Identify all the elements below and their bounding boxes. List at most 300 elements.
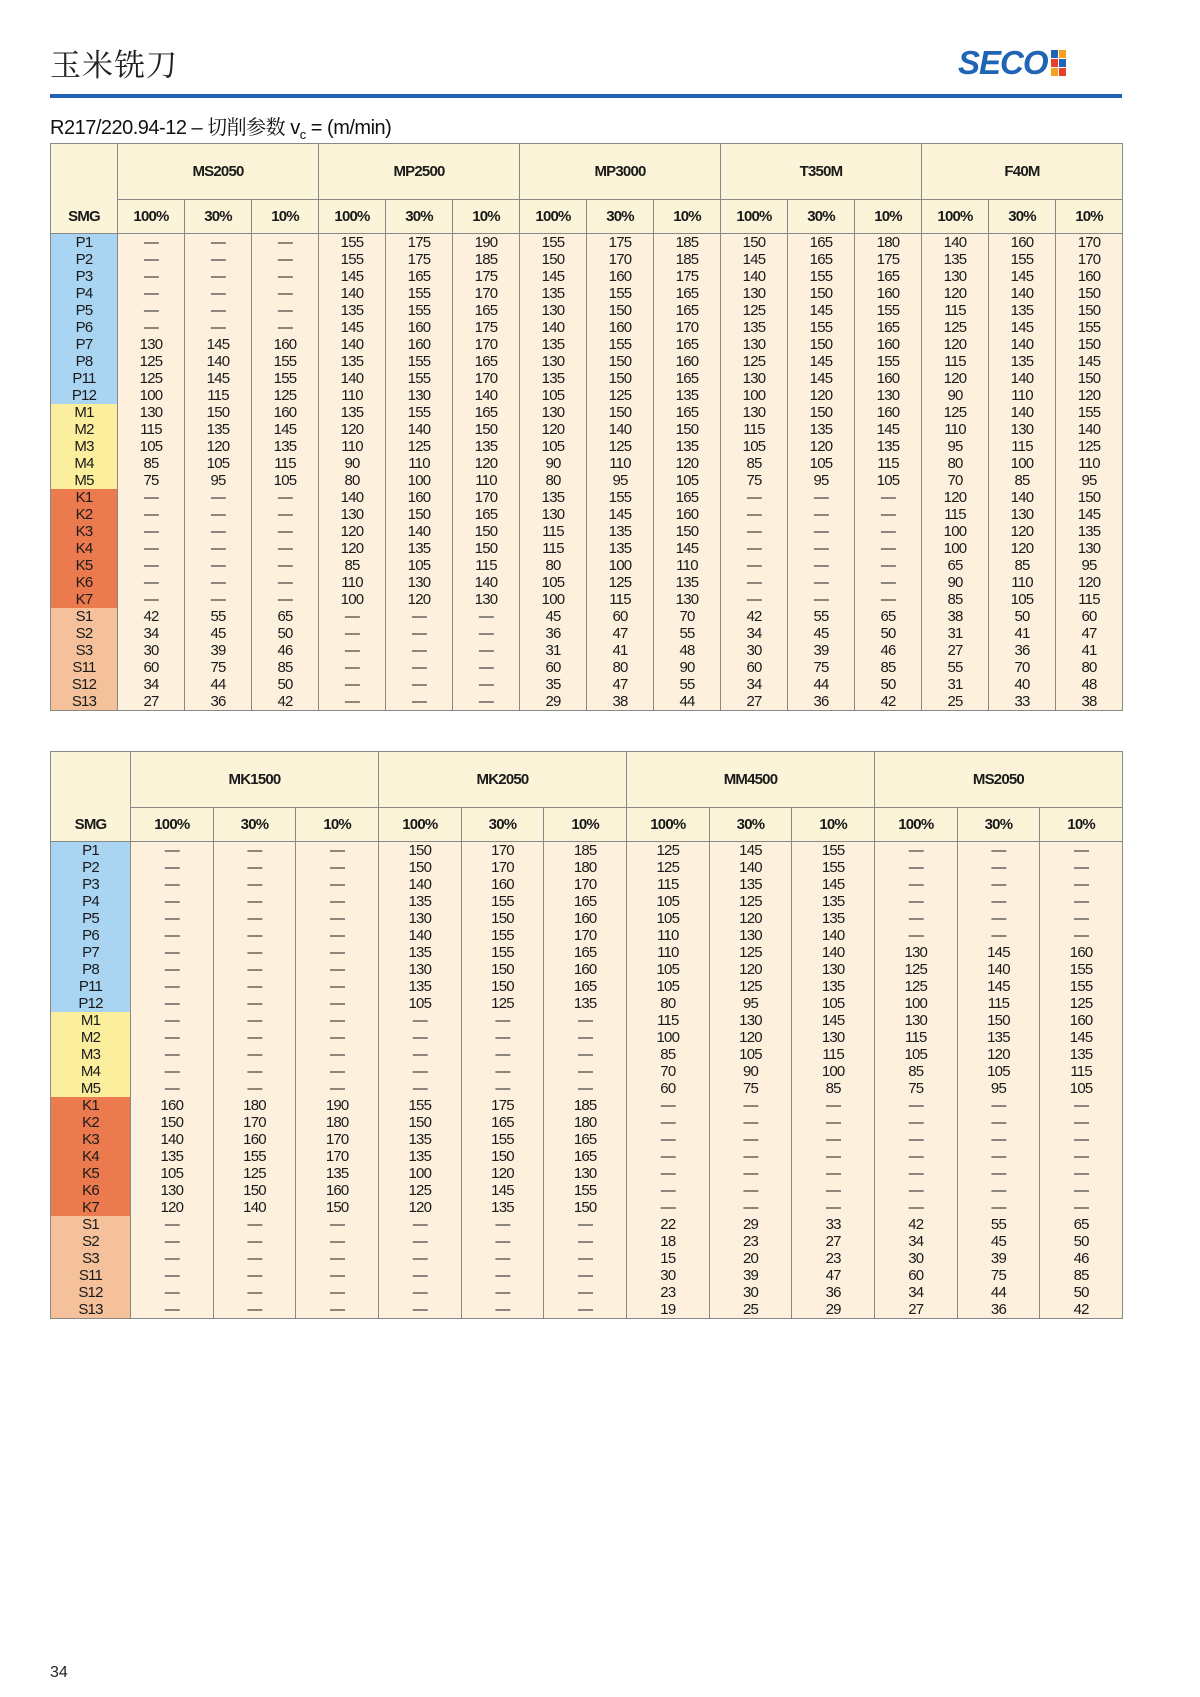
value-cell: 110 bbox=[989, 387, 1056, 404]
value-cell: 36 bbox=[957, 1301, 1040, 1319]
value-cell: 44 bbox=[957, 1284, 1040, 1301]
value-cell: 100 bbox=[922, 523, 989, 540]
value-cell: 34 bbox=[721, 676, 788, 693]
percent-header: 10% bbox=[792, 808, 875, 842]
percent-header: 100% bbox=[131, 808, 214, 842]
value-cell: — bbox=[131, 1080, 214, 1097]
value-cell: 180 bbox=[213, 1097, 296, 1114]
value-cell: 120 bbox=[709, 1029, 792, 1046]
value-cell: 135 bbox=[319, 302, 386, 319]
value-cell: 170 bbox=[453, 336, 520, 353]
value-cell: 135 bbox=[989, 302, 1056, 319]
value-cell: — bbox=[118, 523, 185, 540]
value-cell: — bbox=[118, 591, 185, 608]
value-cell: 125 bbox=[587, 438, 654, 455]
value-cell: 155 bbox=[544, 1182, 627, 1199]
value-cell: — bbox=[1040, 1199, 1123, 1216]
value-cell: 135 bbox=[654, 574, 721, 591]
table-row bbox=[51, 1267, 1123, 1284]
percent-header: 30% bbox=[957, 808, 1040, 842]
value-cell: 120 bbox=[319, 523, 386, 540]
value-cell: 105 bbox=[989, 591, 1056, 608]
value-cell: 140 bbox=[792, 927, 875, 944]
value-cell: 95 bbox=[185, 472, 252, 489]
value-cell: — bbox=[721, 557, 788, 574]
value-cell: 125 bbox=[118, 370, 185, 387]
smg-cell: P4 bbox=[51, 893, 131, 910]
value-cell: — bbox=[461, 1046, 544, 1063]
value-cell: 140 bbox=[587, 421, 654, 438]
value-cell: 100 bbox=[587, 557, 654, 574]
value-cell: — bbox=[709, 1114, 792, 1131]
value-cell: 155 bbox=[587, 285, 654, 302]
value-cell: 41 bbox=[989, 625, 1056, 642]
subtitle-main: R217/220.94-12 – 切削参数 v bbox=[50, 117, 300, 139]
value-cell: 125 bbox=[721, 302, 788, 319]
value-cell: 140 bbox=[379, 927, 462, 944]
value-cell: — bbox=[118, 540, 185, 557]
value-cell: — bbox=[213, 961, 296, 978]
value-cell: — bbox=[721, 574, 788, 591]
seco-logo bbox=[958, 46, 1066, 80]
value-cell: 36 bbox=[185, 693, 252, 711]
value-cell: 125 bbox=[721, 353, 788, 370]
value-cell: 90 bbox=[520, 455, 587, 472]
value-cell: — bbox=[252, 251, 319, 268]
value-cell: 135 bbox=[1056, 523, 1123, 540]
value-cell: 135 bbox=[654, 438, 721, 455]
value-cell: 110 bbox=[319, 574, 386, 591]
value-cell: 140 bbox=[379, 876, 462, 893]
value-cell: 140 bbox=[386, 421, 453, 438]
value-cell: 140 bbox=[1056, 421, 1123, 438]
percent-header: 10% bbox=[296, 808, 379, 842]
value-cell: — bbox=[185, 489, 252, 506]
value-cell: 47 bbox=[1056, 625, 1123, 642]
table-row bbox=[51, 927, 1123, 944]
smg-cell: S12 bbox=[51, 676, 118, 693]
value-cell: 130 bbox=[709, 1012, 792, 1029]
value-cell: — bbox=[792, 1182, 875, 1199]
value-cell: 120 bbox=[520, 421, 587, 438]
value-cell: — bbox=[131, 978, 214, 995]
value-cell: 30 bbox=[627, 1267, 710, 1284]
value-cell: — bbox=[131, 1029, 214, 1046]
percent-header: 10% bbox=[1056, 200, 1123, 234]
value-cell: 160 bbox=[1056, 268, 1123, 285]
value-cell: 27 bbox=[874, 1301, 957, 1319]
value-cell: 45 bbox=[185, 625, 252, 642]
value-cell: — bbox=[855, 591, 922, 608]
value-cell: 120 bbox=[319, 540, 386, 557]
value-cell: 36 bbox=[989, 642, 1056, 659]
value-cell: 70 bbox=[922, 472, 989, 489]
value-cell: 100 bbox=[874, 995, 957, 1012]
value-cell: 50 bbox=[1040, 1284, 1123, 1301]
value-cell: 135 bbox=[654, 387, 721, 404]
value-cell: — bbox=[185, 268, 252, 285]
value-cell: 39 bbox=[709, 1267, 792, 1284]
value-cell: 125 bbox=[709, 978, 792, 995]
value-cell: 160 bbox=[855, 336, 922, 353]
value-cell: 70 bbox=[989, 659, 1056, 676]
value-cell: 150 bbox=[654, 421, 721, 438]
smg-cell: K4 bbox=[51, 1148, 131, 1165]
value-cell: 145 bbox=[957, 978, 1040, 995]
value-cell: 145 bbox=[252, 421, 319, 438]
smg-cell: P4 bbox=[51, 285, 118, 302]
value-cell: 115 bbox=[1040, 1063, 1123, 1080]
value-cell: — bbox=[185, 523, 252, 540]
value-cell: — bbox=[252, 285, 319, 302]
value-cell: 165 bbox=[461, 1114, 544, 1131]
value-cell: 155 bbox=[319, 234, 386, 252]
value-cell: 130 bbox=[721, 370, 788, 387]
value-cell: — bbox=[792, 1097, 875, 1114]
value-cell: 120 bbox=[709, 910, 792, 927]
value-cell: — bbox=[874, 1114, 957, 1131]
value-cell: — bbox=[461, 1063, 544, 1080]
value-cell: — bbox=[544, 1284, 627, 1301]
value-cell: 165 bbox=[654, 285, 721, 302]
table-row bbox=[51, 642, 1123, 659]
table-row bbox=[51, 251, 1123, 268]
value-cell: 150 bbox=[1056, 370, 1123, 387]
value-cell: 135 bbox=[185, 421, 252, 438]
value-cell: 120 bbox=[922, 285, 989, 302]
smg-cell: S2 bbox=[51, 1233, 131, 1250]
value-cell: 38 bbox=[1056, 693, 1123, 711]
table-row bbox=[51, 540, 1123, 557]
value-cell: 45 bbox=[957, 1233, 1040, 1250]
value-cell: 115 bbox=[874, 1029, 957, 1046]
percent-header: 30% bbox=[788, 200, 855, 234]
table-row bbox=[51, 353, 1123, 370]
value-cell: 42 bbox=[874, 1216, 957, 1233]
table-row bbox=[51, 234, 1123, 252]
value-cell: 105 bbox=[386, 557, 453, 574]
value-cell: 145 bbox=[788, 302, 855, 319]
smg-header: SMG bbox=[51, 808, 131, 842]
value-cell: 145 bbox=[461, 1182, 544, 1199]
value-cell: — bbox=[1040, 876, 1123, 893]
value-cell: 145 bbox=[1056, 506, 1123, 523]
value-cell: — bbox=[319, 676, 386, 693]
value-cell: — bbox=[131, 842, 214, 860]
value-cell: 165 bbox=[654, 404, 721, 421]
smg-cell: K7 bbox=[51, 1199, 131, 1216]
value-cell: 170 bbox=[461, 859, 544, 876]
value-cell: 105 bbox=[185, 455, 252, 472]
value-cell: — bbox=[453, 693, 520, 711]
value-cell: 115 bbox=[587, 591, 654, 608]
value-cell: — bbox=[131, 893, 214, 910]
value-cell: 125 bbox=[874, 961, 957, 978]
value-cell: — bbox=[721, 540, 788, 557]
value-cell: — bbox=[296, 1012, 379, 1029]
value-cell: 140 bbox=[319, 370, 386, 387]
smg-cell: P11 bbox=[51, 370, 118, 387]
value-cell: 190 bbox=[296, 1097, 379, 1114]
value-cell: — bbox=[792, 1131, 875, 1148]
value-cell: 105 bbox=[855, 472, 922, 489]
smg-cell: P12 bbox=[51, 387, 118, 404]
value-cell: — bbox=[296, 944, 379, 961]
value-cell: — bbox=[131, 1046, 214, 1063]
value-cell: 110 bbox=[922, 421, 989, 438]
value-cell: 135 bbox=[379, 1131, 462, 1148]
value-cell: 120 bbox=[131, 1199, 214, 1216]
value-cell: — bbox=[296, 1267, 379, 1284]
value-cell: 145 bbox=[319, 268, 386, 285]
value-cell: — bbox=[296, 1301, 379, 1319]
value-cell: — bbox=[855, 574, 922, 591]
value-cell: 170 bbox=[654, 319, 721, 336]
value-cell: 140 bbox=[989, 489, 1056, 506]
value-cell: 85 bbox=[855, 659, 922, 676]
value-cell: 120 bbox=[922, 489, 989, 506]
value-cell: 120 bbox=[379, 1199, 462, 1216]
value-cell: 100 bbox=[319, 591, 386, 608]
smg-cell: S11 bbox=[51, 1267, 131, 1284]
value-cell: 140 bbox=[721, 268, 788, 285]
smg-cell: K4 bbox=[51, 540, 118, 557]
value-cell: 44 bbox=[788, 676, 855, 693]
value-cell: — bbox=[185, 234, 252, 252]
value-cell: — bbox=[213, 910, 296, 927]
value-cell: — bbox=[131, 1250, 214, 1267]
value-cell: — bbox=[957, 1097, 1040, 1114]
value-cell: — bbox=[453, 608, 520, 625]
value-cell: 145 bbox=[185, 336, 252, 353]
value-cell: 150 bbox=[587, 302, 654, 319]
smg-cell: P11 bbox=[51, 978, 131, 995]
smg-cell: S1 bbox=[51, 1216, 131, 1233]
value-cell: 125 bbox=[709, 944, 792, 961]
value-cell: 155 bbox=[461, 927, 544, 944]
value-cell: 140 bbox=[989, 285, 1056, 302]
value-cell: — bbox=[296, 961, 379, 978]
value-cell: 100 bbox=[118, 387, 185, 404]
value-cell: 105 bbox=[627, 893, 710, 910]
table-row bbox=[51, 1148, 1123, 1165]
value-cell: 34 bbox=[874, 1233, 957, 1250]
value-cell: 150 bbox=[453, 540, 520, 557]
percent-header: 30% bbox=[587, 200, 654, 234]
value-cell: 85 bbox=[922, 591, 989, 608]
value-cell: — bbox=[957, 842, 1040, 860]
value-cell: 95 bbox=[788, 472, 855, 489]
value-cell: 105 bbox=[874, 1046, 957, 1063]
value-cell: 150 bbox=[520, 251, 587, 268]
value-cell: 180 bbox=[544, 859, 627, 876]
value-cell: — bbox=[788, 557, 855, 574]
smg-cell: P3 bbox=[51, 876, 131, 893]
value-cell: 135 bbox=[709, 876, 792, 893]
value-cell: — bbox=[131, 910, 214, 927]
value-cell: 165 bbox=[453, 506, 520, 523]
value-cell: 80 bbox=[1056, 659, 1123, 676]
percent-header: 10% bbox=[453, 200, 520, 234]
value-cell: — bbox=[379, 1301, 462, 1319]
value-cell: — bbox=[788, 591, 855, 608]
value-cell: 41 bbox=[587, 642, 654, 659]
value-cell: 160 bbox=[544, 961, 627, 978]
value-cell: 120 bbox=[989, 540, 1056, 557]
table-row bbox=[51, 1131, 1123, 1148]
value-cell: 27 bbox=[721, 693, 788, 711]
value-cell: 105 bbox=[131, 1165, 214, 1182]
value-cell: 115 bbox=[627, 1012, 710, 1029]
value-cell: 135 bbox=[379, 1148, 462, 1165]
table-row bbox=[51, 421, 1123, 438]
value-cell: 145 bbox=[721, 251, 788, 268]
value-cell: 55 bbox=[788, 608, 855, 625]
table-row bbox=[51, 944, 1123, 961]
value-cell: — bbox=[213, 1046, 296, 1063]
value-cell: 140 bbox=[989, 370, 1056, 387]
smg-cell: M2 bbox=[51, 421, 118, 438]
percent-header: 100% bbox=[520, 200, 587, 234]
value-cell: — bbox=[957, 910, 1040, 927]
smg-cell: S11 bbox=[51, 659, 118, 676]
value-cell: — bbox=[379, 1284, 462, 1301]
value-cell: 105 bbox=[520, 438, 587, 455]
smg-cell: K6 bbox=[51, 574, 118, 591]
smg-cell: K5 bbox=[51, 557, 118, 574]
table-row bbox=[51, 455, 1123, 472]
value-cell: 165 bbox=[654, 489, 721, 506]
value-cell: — bbox=[319, 608, 386, 625]
value-cell: 34 bbox=[721, 625, 788, 642]
value-cell: — bbox=[296, 995, 379, 1012]
value-cell: 90 bbox=[654, 659, 721, 676]
value-cell: — bbox=[461, 1012, 544, 1029]
value-cell: — bbox=[461, 1267, 544, 1284]
value-cell: 175 bbox=[855, 251, 922, 268]
value-cell: — bbox=[788, 540, 855, 557]
value-cell: 150 bbox=[461, 1148, 544, 1165]
table-row bbox=[51, 910, 1123, 927]
value-cell: — bbox=[118, 234, 185, 252]
value-cell: 50 bbox=[855, 676, 922, 693]
value-cell: 60 bbox=[118, 659, 185, 676]
value-cell: — bbox=[721, 591, 788, 608]
value-cell: — bbox=[957, 1148, 1040, 1165]
value-cell: 160 bbox=[855, 285, 922, 302]
table-row bbox=[51, 1301, 1123, 1319]
value-cell: — bbox=[319, 625, 386, 642]
value-cell: 160 bbox=[296, 1182, 379, 1199]
value-cell: 160 bbox=[1040, 944, 1123, 961]
value-cell: — bbox=[1040, 927, 1123, 944]
value-cell: — bbox=[213, 859, 296, 876]
value-cell: — bbox=[855, 489, 922, 506]
value-cell: 155 bbox=[386, 353, 453, 370]
smg-cell: S13 bbox=[51, 693, 118, 711]
value-cell: 75 bbox=[185, 659, 252, 676]
percent-header: 10% bbox=[1040, 808, 1123, 842]
value-cell: 100 bbox=[792, 1063, 875, 1080]
table-subtitle bbox=[50, 111, 391, 142]
value-cell: — bbox=[185, 251, 252, 268]
smg-cell: P2 bbox=[51, 251, 118, 268]
value-cell: 155 bbox=[252, 353, 319, 370]
value-cell: 110 bbox=[654, 557, 721, 574]
value-cell: 125 bbox=[213, 1165, 296, 1182]
value-cell: 155 bbox=[1040, 961, 1123, 978]
value-cell: 135 bbox=[788, 421, 855, 438]
value-cell: — bbox=[792, 1148, 875, 1165]
smg-cell: M4 bbox=[51, 455, 118, 472]
value-cell: — bbox=[252, 302, 319, 319]
value-cell: — bbox=[874, 927, 957, 944]
smg-cell: K6 bbox=[51, 1182, 131, 1199]
value-cell: 140 bbox=[989, 336, 1056, 353]
value-cell: 50 bbox=[1040, 1233, 1123, 1250]
value-cell: 160 bbox=[131, 1097, 214, 1114]
value-cell: 130 bbox=[874, 1012, 957, 1029]
value-cell: 130 bbox=[544, 1165, 627, 1182]
value-cell: 155 bbox=[379, 1097, 462, 1114]
percent-header: 100% bbox=[118, 200, 185, 234]
value-cell: 140 bbox=[319, 285, 386, 302]
value-cell: 46 bbox=[252, 642, 319, 659]
value-cell: 115 bbox=[989, 438, 1056, 455]
value-cell: 115 bbox=[118, 421, 185, 438]
value-cell: 135 bbox=[131, 1148, 214, 1165]
table-row bbox=[51, 1165, 1123, 1182]
value-cell: — bbox=[544, 1012, 627, 1029]
percent-header-row bbox=[51, 200, 1123, 234]
value-cell: 185 bbox=[544, 1097, 627, 1114]
value-cell: — bbox=[131, 1216, 214, 1233]
smg-cell: S2 bbox=[51, 625, 118, 642]
smg-cell: P12 bbox=[51, 995, 131, 1012]
value-cell: 145 bbox=[319, 319, 386, 336]
value-cell: — bbox=[379, 1216, 462, 1233]
value-cell: 155 bbox=[792, 859, 875, 876]
smg-cell: S3 bbox=[51, 1250, 131, 1267]
value-cell: 135 bbox=[520, 370, 587, 387]
value-cell: — bbox=[957, 1182, 1040, 1199]
value-cell: 44 bbox=[654, 693, 721, 711]
value-cell: — bbox=[627, 1165, 710, 1182]
value-cell: — bbox=[213, 893, 296, 910]
value-cell: 105 bbox=[627, 910, 710, 927]
value-cell: — bbox=[131, 859, 214, 876]
value-cell: 150 bbox=[1056, 285, 1123, 302]
value-cell: — bbox=[319, 642, 386, 659]
value-cell: 150 bbox=[379, 1114, 462, 1131]
value-cell: — bbox=[788, 489, 855, 506]
value-cell: 160 bbox=[213, 1131, 296, 1148]
table-row bbox=[51, 574, 1123, 591]
value-cell: — bbox=[185, 540, 252, 557]
value-cell: — bbox=[131, 944, 214, 961]
smg-cell: P6 bbox=[51, 927, 131, 944]
value-cell: — bbox=[213, 927, 296, 944]
value-cell: — bbox=[213, 978, 296, 995]
value-cell: 120 bbox=[922, 370, 989, 387]
value-cell: 30 bbox=[874, 1250, 957, 1267]
value-cell: 170 bbox=[544, 927, 627, 944]
value-cell: 140 bbox=[922, 234, 989, 252]
value-cell: 85 bbox=[319, 557, 386, 574]
value-cell: — bbox=[957, 893, 1040, 910]
value-cell: 20 bbox=[709, 1250, 792, 1267]
page-title: 玉米铣刀 bbox=[50, 48, 178, 84]
